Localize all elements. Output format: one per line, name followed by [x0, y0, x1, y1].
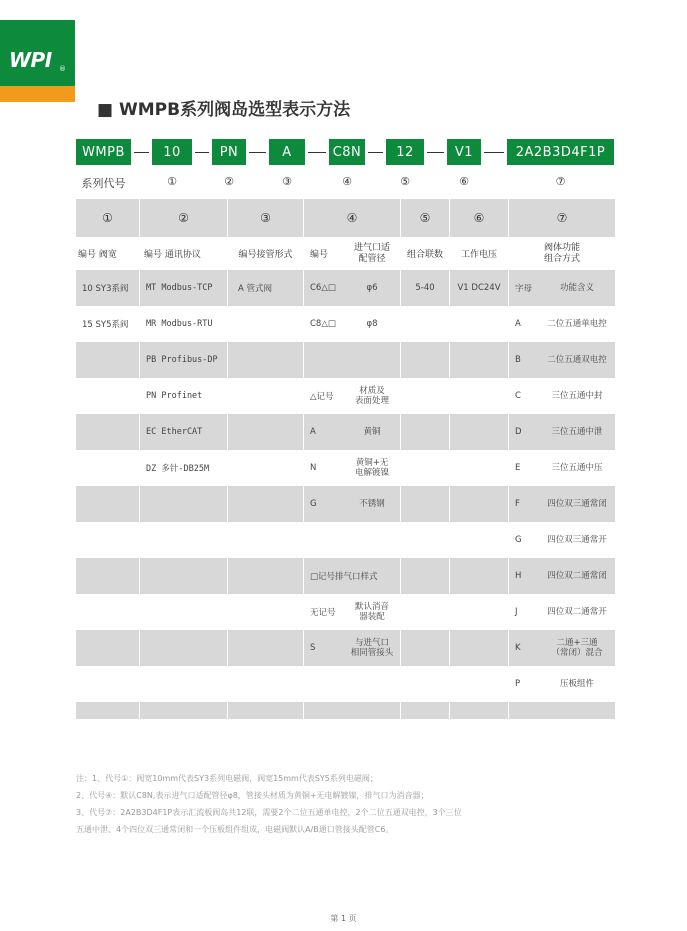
cell-protocol: MR Modbus-RTU: [146, 319, 213, 329]
cell-function-letter: F: [515, 499, 520, 509]
note-line: 3、代号⑦：2A2B3D4F1P表示汇流板阀岛共12联，需要2个二位五通单电控，2个二位五通双电控，3个三位: [76, 808, 462, 817]
cell-inlet-desc: 黄铜+无 电解镀镍: [354, 457, 389, 478]
page-title: ■ WMPB系列阀岛选型表示方法: [97, 100, 351, 120]
subheader-protocol: 编号 通讯协议: [144, 250, 201, 260]
code-box: 10: [152, 139, 192, 165]
code-connector-line: [427, 152, 444, 153]
table-row: [76, 450, 615, 486]
cell-inlet-desc: 不锈钢: [359, 498, 385, 509]
cell-function-desc: 二位五通双电控: [547, 354, 607, 365]
cell-inlet-code: G: [310, 499, 317, 509]
cell-inlet-desc: 默认消音 器装配: [354, 601, 389, 622]
cell-function-letter: B: [515, 355, 521, 365]
table-row: [76, 306, 615, 342]
cell-inlet-desc: φ6: [366, 282, 378, 293]
cell-function-desc: 三位五通中泄: [551, 426, 603, 437]
company-logo: [0, 20, 75, 102]
code-box: V1: [447, 139, 481, 165]
table-row: [76, 378, 615, 414]
code-connector-line: [308, 152, 326, 153]
cell-protocol: DZ 多针-DB25M: [146, 464, 210, 474]
code-box: 2A2B3D4F1P: [507, 139, 614, 165]
table-row: [76, 666, 615, 702]
cell-function-desc: 三位五通中封: [551, 390, 603, 401]
header-cell: ④: [303, 199, 400, 237]
cell-function-desc: 二通+三通 （常闭）混合: [551, 637, 603, 658]
header-cell: ⑤: [400, 199, 449, 237]
cell-protocol: PN Profinet: [146, 391, 203, 401]
table-row: [76, 594, 615, 630]
notes: [76, 770, 462, 838]
code-connector-line: [195, 152, 209, 153]
cell-function-desc: 四位双三通常闭: [547, 498, 607, 509]
code-caption: ③: [282, 175, 292, 188]
code-box: A: [269, 139, 305, 165]
logo-registered-mark: ®: [59, 65, 66, 73]
header-cell: ⑦: [508, 199, 615, 237]
table-row: [76, 270, 615, 306]
subheader-function: 阀体功能 组合方式: [543, 242, 580, 264]
header-cell: ③: [227, 199, 303, 237]
cell-inlet-code: 无记号: [310, 608, 336, 618]
cell-function-letter: H: [515, 571, 522, 581]
header-cell: ②: [139, 199, 227, 237]
table-row: [76, 630, 615, 666]
cell-protocol: PB Profibus-DP: [146, 355, 218, 365]
code-box: 12: [386, 139, 424, 165]
cell-inlet-code: C8△□: [310, 319, 336, 329]
cell-voltage: V1 DC24V: [457, 283, 501, 293]
cell-function-letter: 字母: [515, 284, 533, 294]
table-row: [76, 702, 615, 719]
cell-connection: A 管式阀: [238, 284, 273, 294]
code-connector-line: [134, 152, 149, 153]
code-connector-line: [484, 152, 504, 153]
note-line: 2、代号④：默认C8N,表示进气口适配管径φ8，管接头材质为黄铜+无电解镀镍，排气口为消音器；: [76, 791, 429, 800]
cell-inlet-desc: 黄铜: [363, 426, 381, 437]
cell-function-letter: A: [515, 319, 521, 329]
cell-function-desc: 二位五通单电控: [547, 318, 607, 329]
table-row: [76, 522, 615, 558]
cell-function-letter: J: [515, 607, 518, 617]
cell-width: 10 SY3系阀: [82, 284, 129, 294]
table-row: [76, 558, 615, 594]
cell-function-desc: 功能含义: [559, 282, 594, 293]
code-caption: ②: [224, 175, 234, 188]
cell-protocol: EC EtherCAT: [146, 427, 203, 437]
cell-function-letter: K: [515, 643, 521, 653]
code-caption: ⑥: [459, 175, 469, 188]
cell-function-desc: 压板组件: [559, 678, 594, 689]
header-cell: ⑥: [449, 199, 508, 237]
cell-protocol: MT Modbus-TCP: [146, 283, 213, 293]
cell-function-letter: D: [515, 427, 522, 437]
code-caption: ⑦: [555, 175, 566, 188]
subheader-connection: 编号接管形式: [238, 250, 293, 260]
cell-function-letter: E: [515, 463, 521, 473]
subheader-voltage: 工作电压: [460, 250, 497, 260]
subheader-inlet: 进气口适 配管径: [353, 242, 390, 264]
selection-table: [76, 199, 615, 719]
code-box: PN: [212, 139, 246, 165]
code-connector-line: [249, 152, 266, 153]
subheader-code: 编号: [310, 250, 329, 260]
table-body: [76, 270, 615, 719]
cell-inlet-code: N: [310, 463, 317, 473]
code-connector-line: [368, 152, 383, 153]
cell-inlet-code: □记号排气口样式: [310, 572, 378, 582]
cell-inlet-desc: 与进气口 相同管接头: [350, 637, 394, 658]
code-caption: ⑤: [400, 175, 410, 188]
cell-width: 15 SY5系阀: [82, 320, 129, 330]
logo-orange-bar: [0, 86, 75, 102]
cell-inlet-code: C6△□: [310, 283, 336, 293]
cell-inlet-desc: φ8: [366, 318, 378, 329]
cell-function-letter: P: [515, 679, 521, 689]
code-box: C8N: [329, 139, 365, 165]
cell-function-desc: 四位双二通常闭: [547, 570, 607, 581]
subheader-width: 编号 阀宽: [78, 250, 117, 260]
cell-inlet-code: A: [310, 427, 316, 437]
table-subheader-row: [76, 237, 615, 270]
table-row: [76, 414, 615, 450]
cell-function-desc: 三位五通中压: [551, 462, 603, 473]
table-row: [76, 486, 615, 522]
table-header-row: [76, 199, 615, 237]
cell-inlet-desc: 材质及 表面处理: [354, 385, 389, 406]
cell-function-desc: 四位双二通常开: [547, 606, 607, 617]
header-cell: ①: [76, 199, 139, 237]
page-number: 第 1 页: [330, 914, 357, 923]
cell-function-letter: C: [515, 391, 521, 401]
cell-inlet-code: △记号: [310, 392, 334, 402]
code-caption: 系列代号: [81, 177, 126, 190]
cell-inlet-code: S: [310, 643, 316, 653]
cell-function-letter: G: [515, 535, 522, 545]
code-box: WMPB: [76, 139, 131, 165]
note-line: 注：1、代号①：阀宽10mm代表SY3系列电磁阀，阀宽15mm代表SY5系列电磁阀；: [76, 774, 378, 783]
note-line: 五通中泄、4个四位双三通常闭和一个压板组件组成，电磁阀默认A/B通口管接头配管C6。: [76, 825, 394, 834]
cell-function-desc: 四位双三通常开: [547, 534, 607, 545]
subheader-count: 组合联数: [406, 250, 443, 260]
logo-text: WPI: [9, 48, 52, 72]
code-caption: ①: [167, 175, 177, 188]
table-row: [76, 342, 615, 378]
code-caption: ④: [342, 175, 352, 188]
cell-count: 5-40: [415, 283, 435, 293]
